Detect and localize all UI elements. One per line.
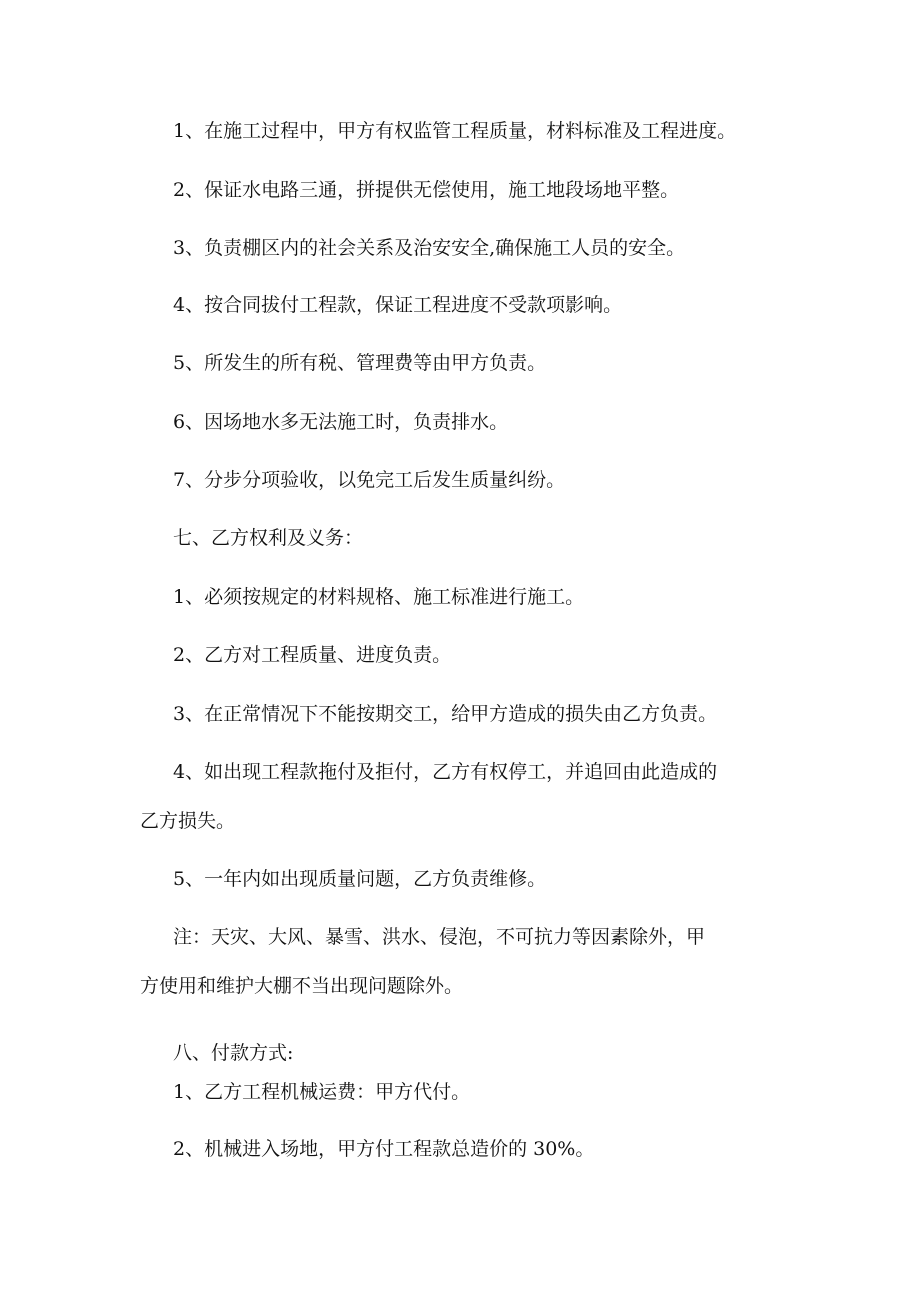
section-eight-item-1: 1、乙方工程机械运费：甲方代付。	[173, 1081, 471, 1103]
section-seven-item-2: 2、乙方对工程质量、进度负责。	[173, 644, 452, 666]
section-seven-heading: 七、乙方权利及义务：	[173, 527, 364, 549]
party-a-obligation-2: 2、保证水电路三通，拼提供无偿使用，施工地段场地平整。	[173, 179, 680, 201]
section-seven-item-4-line-1: 4、如出现工程款拖付及拒付，乙方有权停工，并追回由此造成的	[173, 761, 718, 783]
note-line-1: 注：天灾、大风、暴雪、洪水、侵泡，不可抗力等因素除外，甲	[173, 926, 706, 948]
section-eight-heading: 八、付款方式:	[173, 1042, 294, 1064]
note-line-2: 方使用和维护大棚不当出现问题除外。	[140, 975, 464, 997]
party-a-obligation-3: 3、负责棚区内的社会关系及治安安全,确保施工人员的安全。	[173, 237, 686, 259]
party-a-obligation-1: 1、在施工过程中，甲方有权监管工程质量，材料标准及工程进度。	[173, 120, 737, 142]
party-a-obligation-7: 7、分步分项验收，以免完工后发生质量纠纷。	[173, 469, 566, 491]
party-a-obligation-4: 4、按合同拔付工程款，保证工程进度不受款项影响。	[173, 294, 623, 316]
party-a-obligation-5: 5、所发生的所有税、管理费等由甲方负责。	[173, 352, 547, 374]
section-eight-item-2: 2、机械进入场地，甲方付工程款总造价的 30%。	[173, 1138, 595, 1160]
section-seven-item-1: 1、必须按规定的材料规格、施工标准进行施工。	[173, 586, 585, 608]
section-seven-item-5: 5、一年内如出现质量问题，乙方负责维修。	[173, 868, 547, 890]
party-a-obligation-6: 6、因场地水多无法施工时，负责排水。	[173, 411, 509, 433]
section-seven-item-4-line-2: 乙方损失。	[140, 810, 236, 832]
section-seven-item-3: 3、在正常情况下不能按期交工，给甲方造成的损失由乙方负责。	[173, 703, 718, 725]
